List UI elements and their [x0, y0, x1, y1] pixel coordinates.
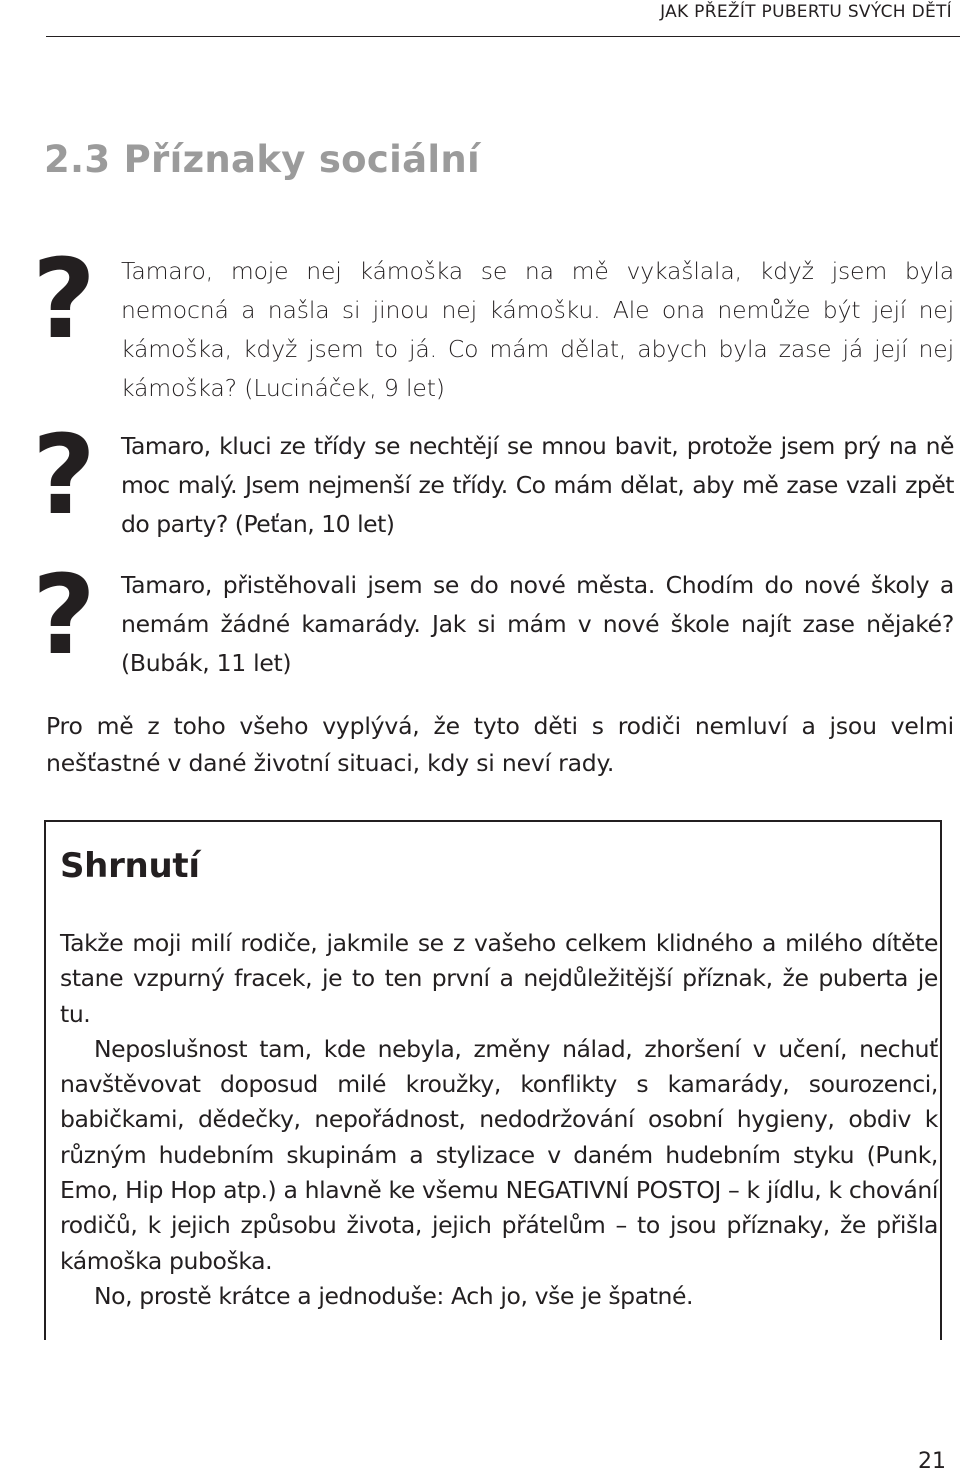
section-title: 2.3 Příznaky sociální — [44, 138, 480, 181]
question-mark-icon: ? — [32, 411, 96, 539]
page-number: 21 — [918, 1449, 946, 1474]
summary-box-right-border — [940, 822, 942, 1340]
running-header: JAK PŘEŽÍT PUBERTU SVÝCH DĚTÍ — [660, 2, 952, 22]
summary-text — [60, 926, 938, 1314]
conclusion-paragraph: Pro mě z toho všeho vyplývá, že tyto děti s rodiči nemluví a jsou velmi nešťastné v dané životní situaci, kdy si neví rady. — [46, 712, 954, 777]
question-3: Tamaro, přistěhovali jsem se do nové města. Chodím do nové školy a nemám žádné kamarády. Jak si mám v nové škole najít zase nějaké? (Bubák, 11 let) — [121, 571, 954, 677]
summary-box-left-border — [44, 822, 46, 1340]
question-mark-icon: ? — [32, 551, 96, 679]
summary-box — [44, 820, 942, 1340]
summary-paragraph-1: Takže moji milí rodiče, jakmile se z vašeho celkem klidného a milého dítěte stane vzpurný fracek, je to ten první a nejdůležitější příznak, že puberta je tu. — [60, 929, 938, 1028]
header-rule — [46, 36, 960, 37]
question-2: Tamaro, kluci ze třídy se nechtějí se mnou bavit, protože jsem prý na ně moc malý. Jsem nejmenší ze třídy. Co mám dělat, aby mě zase vzali zpět do party? (Peťan, 10 let) — [121, 432, 954, 538]
question-1: Tamaro, moje nej kámoška se na mě vykašlala, když jsem byla nemocná a našla si jinou nej kámošku. Ale ona nemůže být její nej kámoška, když jsem to já. Co mám dělat, abych byla zase já její nej kámoška? (Lucináček, 9 let) — [121, 257, 954, 402]
summary-paragraph-3: No, prostě krátce a jednoduše: Ach jo, vše je špatné. — [94, 1281, 694, 1310]
question-mark-icon: ? — [32, 235, 96, 363]
summary-paragraph-2: Neposlušnost tam, kde nebyla, změny nálad, zhoršení v učení, nechuť navštěvovat doposud milé kroužky, konflikty s kamarády, sourozenci, babičkami, dědečky, nepořádnost, nedodržování osobní hygieny, obdiv k různým hudebním skupinám a stylizace v daném hudebním styku (Punk, Emo, Hip Hop atp.) a hlavně ke všemu NEGATIVNÍ POSTOJ – k jídlu, k chování rodičů, k jejich způsobu života, jejich přátelům – to jsou příznaky, že přišla kámoška puboška. — [60, 1034, 938, 1275]
summary-heading: Shrnutí — [60, 846, 200, 886]
